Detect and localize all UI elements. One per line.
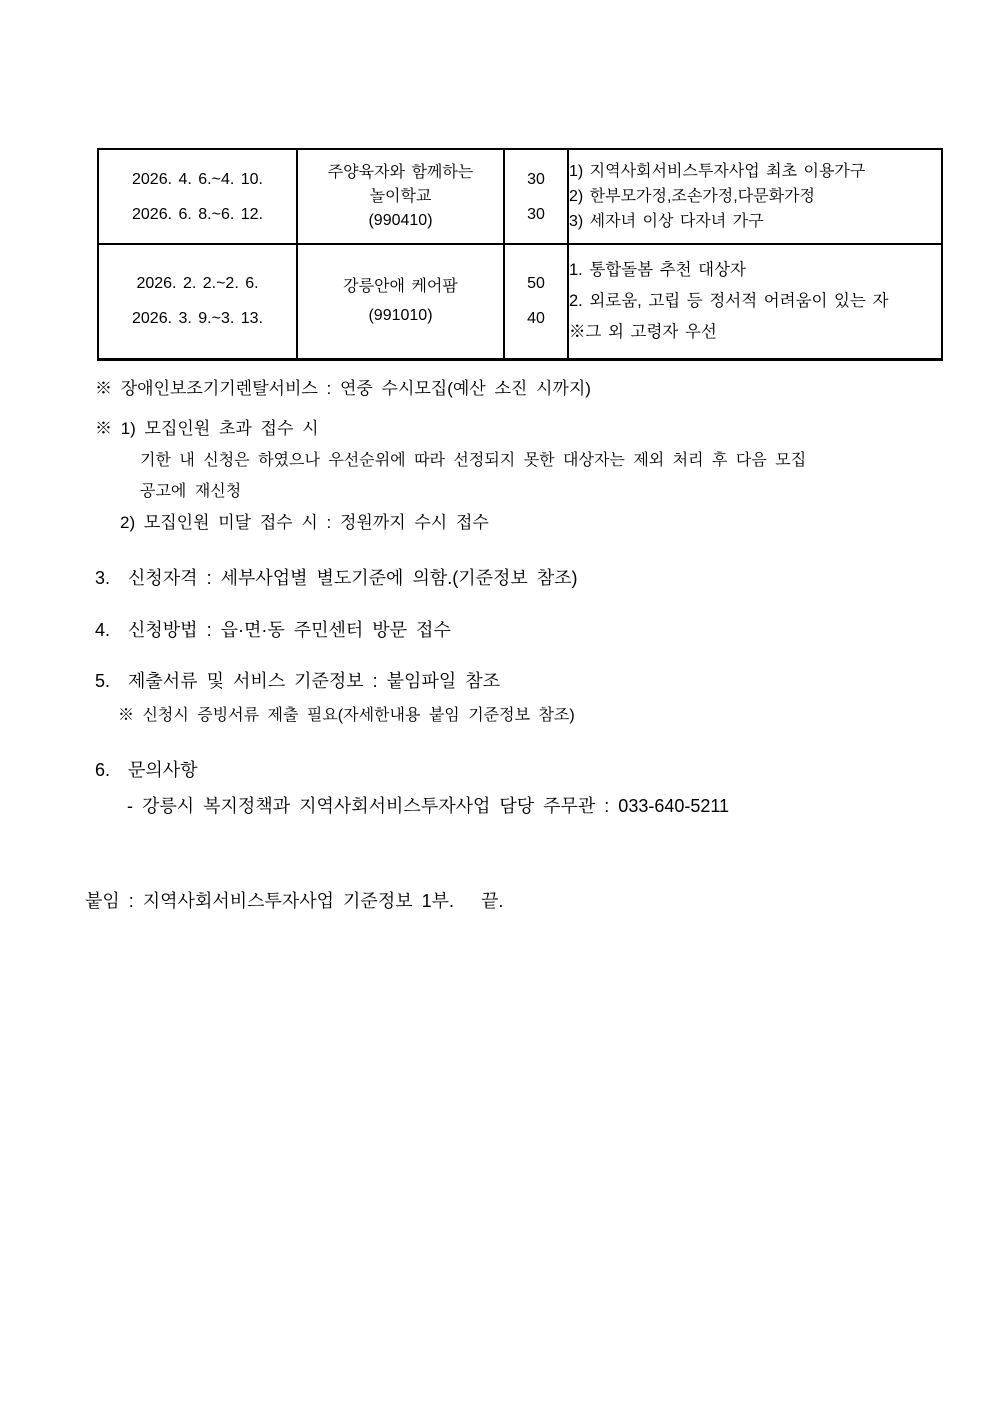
program-name-line: 강릉안애 케어팜 xyxy=(343,278,458,296)
criteria-line: 2. 외로움, 고립 등 정서적 어려움이 있는 자 xyxy=(569,291,889,310)
section-3-eligibility: 3. 신청자격 : 세부사업별 별도기준에 의함.(기준정보 참조) xyxy=(95,568,578,588)
cell-program-name xyxy=(297,244,504,359)
table-row xyxy=(98,149,942,244)
criteria-line: 3) 세자녀 이상 다자녀 가구 xyxy=(569,213,764,230)
criteria-line: 2) 한부모가정,조손가정,다문화가정 xyxy=(569,188,815,205)
recruit-count: 30 xyxy=(527,205,545,223)
section-6-contact: - 강릉시 복지정책과 지역사회서비스투자사업 담당 주무관 : 033-640-5211 xyxy=(127,796,730,816)
table-row xyxy=(98,244,942,359)
date-range: 2026. 2. 2.~2. 6. xyxy=(136,275,259,293)
cell-recruit-count xyxy=(504,149,568,244)
criteria-line: 1) 지역사회서비스투자사업 최초 이용가구 xyxy=(569,163,866,180)
note-rental-service: ※ 장애인보조기기렌탈서비스 : 연중 수시모집(예산 소진 시까지) xyxy=(95,379,591,398)
cell-application-dates xyxy=(98,149,297,244)
recruit-count: 30 xyxy=(527,170,545,188)
cell-priority-criteria xyxy=(568,149,942,244)
recruit-count: 40 xyxy=(527,310,545,328)
program-name-line: 주양육자와 함께하는 xyxy=(327,163,474,181)
recruit-count: 50 xyxy=(527,275,545,293)
date-range: 2026. 6. 8.~6. 12. xyxy=(132,205,263,223)
cell-program-name xyxy=(297,149,504,244)
note-over-capacity-head: ※ 1) 모집인원 초과 접수 시 xyxy=(95,419,319,438)
section-5-note: ※ 신청시 증빙서류 제출 필요(자세한내용 붙임 기준정보 참조) xyxy=(118,707,575,724)
program-code: (991010) xyxy=(368,307,433,325)
cell-priority-criteria xyxy=(568,244,942,359)
note-under-capacity: 2) 모집인원 미달 접수 시 : 정원까지 수시 접수 xyxy=(120,513,489,532)
date-range: 2026. 4. 6.~4. 10. xyxy=(132,170,263,188)
cell-recruit-count xyxy=(504,244,568,359)
date-range: 2026. 3. 9.~3. 13. xyxy=(132,310,263,328)
program-table xyxy=(97,148,943,361)
program-name-line: 놀이학교 xyxy=(369,187,432,205)
criteria-line: 1. 통합돌봄 추천 대상자 xyxy=(569,260,746,279)
section-4-method: 4. 신청방법 : 읍·면·동 주민센터 방문 접수 xyxy=(95,620,451,640)
criteria-line: ※그 외 고령자 우선 xyxy=(569,322,717,341)
section-6-heading: 6. 문의사항 xyxy=(95,760,198,780)
note-over-capacity-body-1: 기한 내 신청은 하였으나 우선순위에 따라 선정되지 못한 대상자는 제외 처리 후 다음 모집 xyxy=(140,452,807,469)
cell-application-dates xyxy=(98,244,297,359)
section-5-documents: 5. 제출서류 및 서비스 기준정보 : 붙임파일 참조 xyxy=(95,671,501,691)
program-code: (990410) xyxy=(368,211,433,229)
attachment-line: 붙임 : 지역사회서비스투자사업 기준정보 1부. 끝. xyxy=(85,891,504,911)
note-over-capacity-body-2: 공고에 재신청 xyxy=(140,483,242,500)
